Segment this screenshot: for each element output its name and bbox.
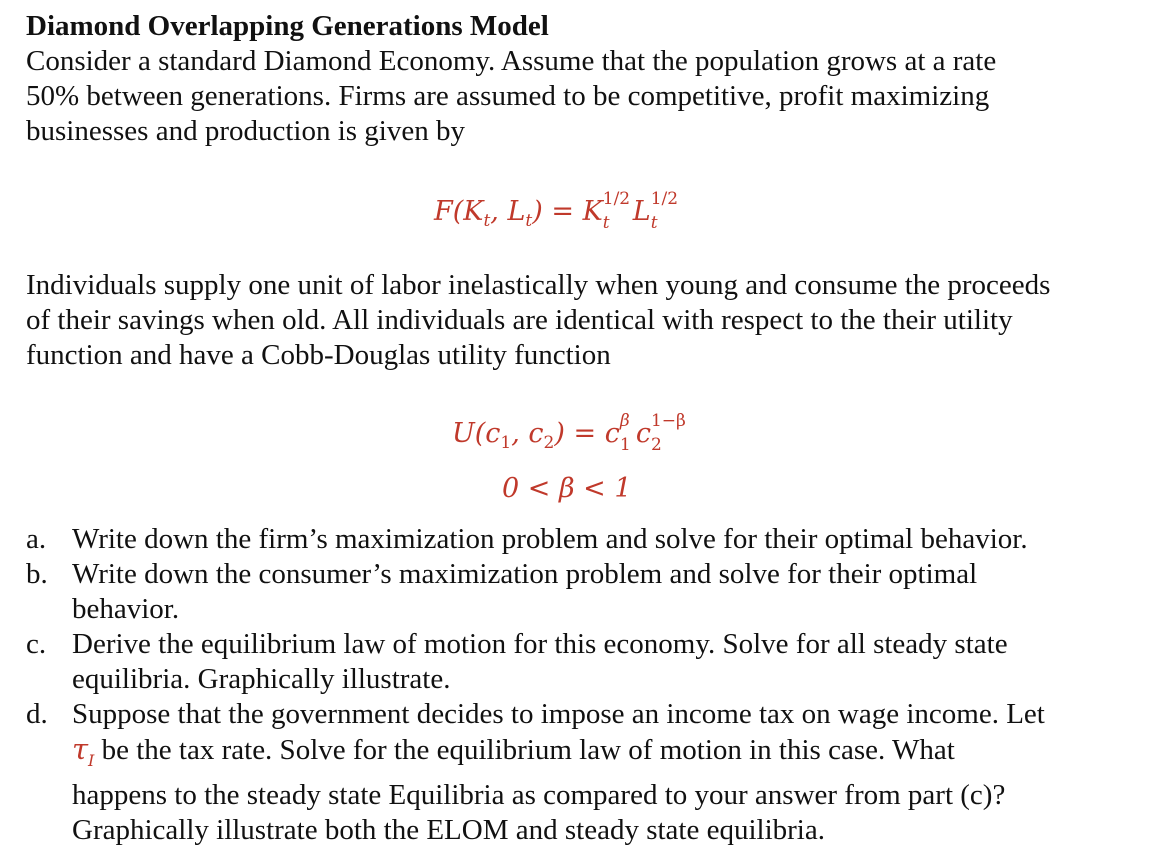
question-line: Suppose that the government decides to impose an income tax on wage income. Let xyxy=(72,698,1045,730)
list-marker: c. xyxy=(26,628,47,660)
eq-text: , c xyxy=(511,418,544,449)
question-text: be the tax rate. Solve for the equilibrium law of motion in this case. What xyxy=(94,734,955,766)
eq-subscript: t xyxy=(650,213,658,233)
eq-subscript: 2 xyxy=(543,433,555,453)
document xyxy=(26,8,1146,149)
eq-text: 0 < β < 1 xyxy=(502,473,632,504)
tau-subscript: I xyxy=(88,750,95,770)
eq-exponent-stack xyxy=(650,189,681,233)
list-marker: a. xyxy=(26,523,47,555)
eq-exponent-stack xyxy=(650,411,691,455)
tau-symbol xyxy=(72,732,95,770)
question-line: Write down the consumer’s maximization problem and solve for their optimal xyxy=(72,558,978,590)
page-title: Diamond Overlapping Generations Model xyxy=(26,10,549,42)
eq-exponent-stack xyxy=(602,189,633,233)
intro-line: 50% between generations. Firms are assumed to be competitive, profit maximizing xyxy=(26,80,990,112)
intro-paragraph xyxy=(26,44,1146,149)
eq-text: U(c xyxy=(452,418,501,449)
eq-text: F(K xyxy=(434,196,484,227)
list-marker: b. xyxy=(26,558,48,590)
middle-line: function and have a Cobb-Douglas utility function xyxy=(26,339,611,371)
question-line: Graphically illustrate both the ELOM and steady state equilibria. xyxy=(72,813,825,846)
question-line: behavior. xyxy=(72,593,180,625)
middle-line: of their savings when old. All individuals are identical with respect to the their utility xyxy=(26,304,1013,336)
middle-block xyxy=(26,268,1146,373)
question-d xyxy=(26,697,1146,848)
question-line: happens to the steady state Equilibria as compared to your answer from part (c)? xyxy=(72,778,1006,811)
eq-subscript: t xyxy=(525,211,533,231)
intro-line: Consider a standard Diamond Economy. Assume that the population grows at a rate xyxy=(26,45,997,77)
question-c xyxy=(26,627,1146,697)
eq-subscript: t xyxy=(602,213,610,233)
eq-text: ) = K xyxy=(532,196,603,227)
eq-subscript: 1 xyxy=(619,435,631,455)
question-line xyxy=(72,732,1146,778)
eq-text: c xyxy=(635,418,651,449)
middle-paragraph xyxy=(26,268,1146,373)
production-function-equation xyxy=(434,189,681,233)
intro-line: businesses and production is given by xyxy=(26,115,465,147)
eq-subscript: 2 xyxy=(650,435,662,455)
utility-function-equation xyxy=(452,411,691,455)
question-list xyxy=(26,522,1146,848)
eq-text: ) = c xyxy=(554,418,620,449)
eq-text: L xyxy=(632,196,651,227)
question-b xyxy=(26,557,1146,627)
eq-subscript: 1 xyxy=(500,433,512,453)
question-line: Derive the equilibrium law of motion for this economy. Solve for all steady state xyxy=(72,628,1008,660)
eq-text: , L xyxy=(490,196,526,227)
eq-superscript: 1/2 xyxy=(602,189,631,209)
list-marker: d. xyxy=(26,698,48,730)
eq-superscript: β xyxy=(619,411,630,431)
question-line: equilibria. Graphically illustrate. xyxy=(72,663,451,695)
question-a xyxy=(26,522,1146,557)
beta-constraint-equation xyxy=(502,473,632,504)
eq-superscript: 1/2 xyxy=(650,189,679,209)
eq-superscript: 1−β xyxy=(650,411,686,431)
eq-exponent-stack xyxy=(619,411,636,455)
middle-line: Individuals supply one unit of labor inelastically when young and consume the proceeds xyxy=(26,269,1051,301)
eq-subscript: t xyxy=(483,211,491,231)
question-line: Write down the firm’s maximization problem and solve for their optimal behavior. xyxy=(72,523,1028,555)
tau-letter: τ xyxy=(72,732,89,766)
